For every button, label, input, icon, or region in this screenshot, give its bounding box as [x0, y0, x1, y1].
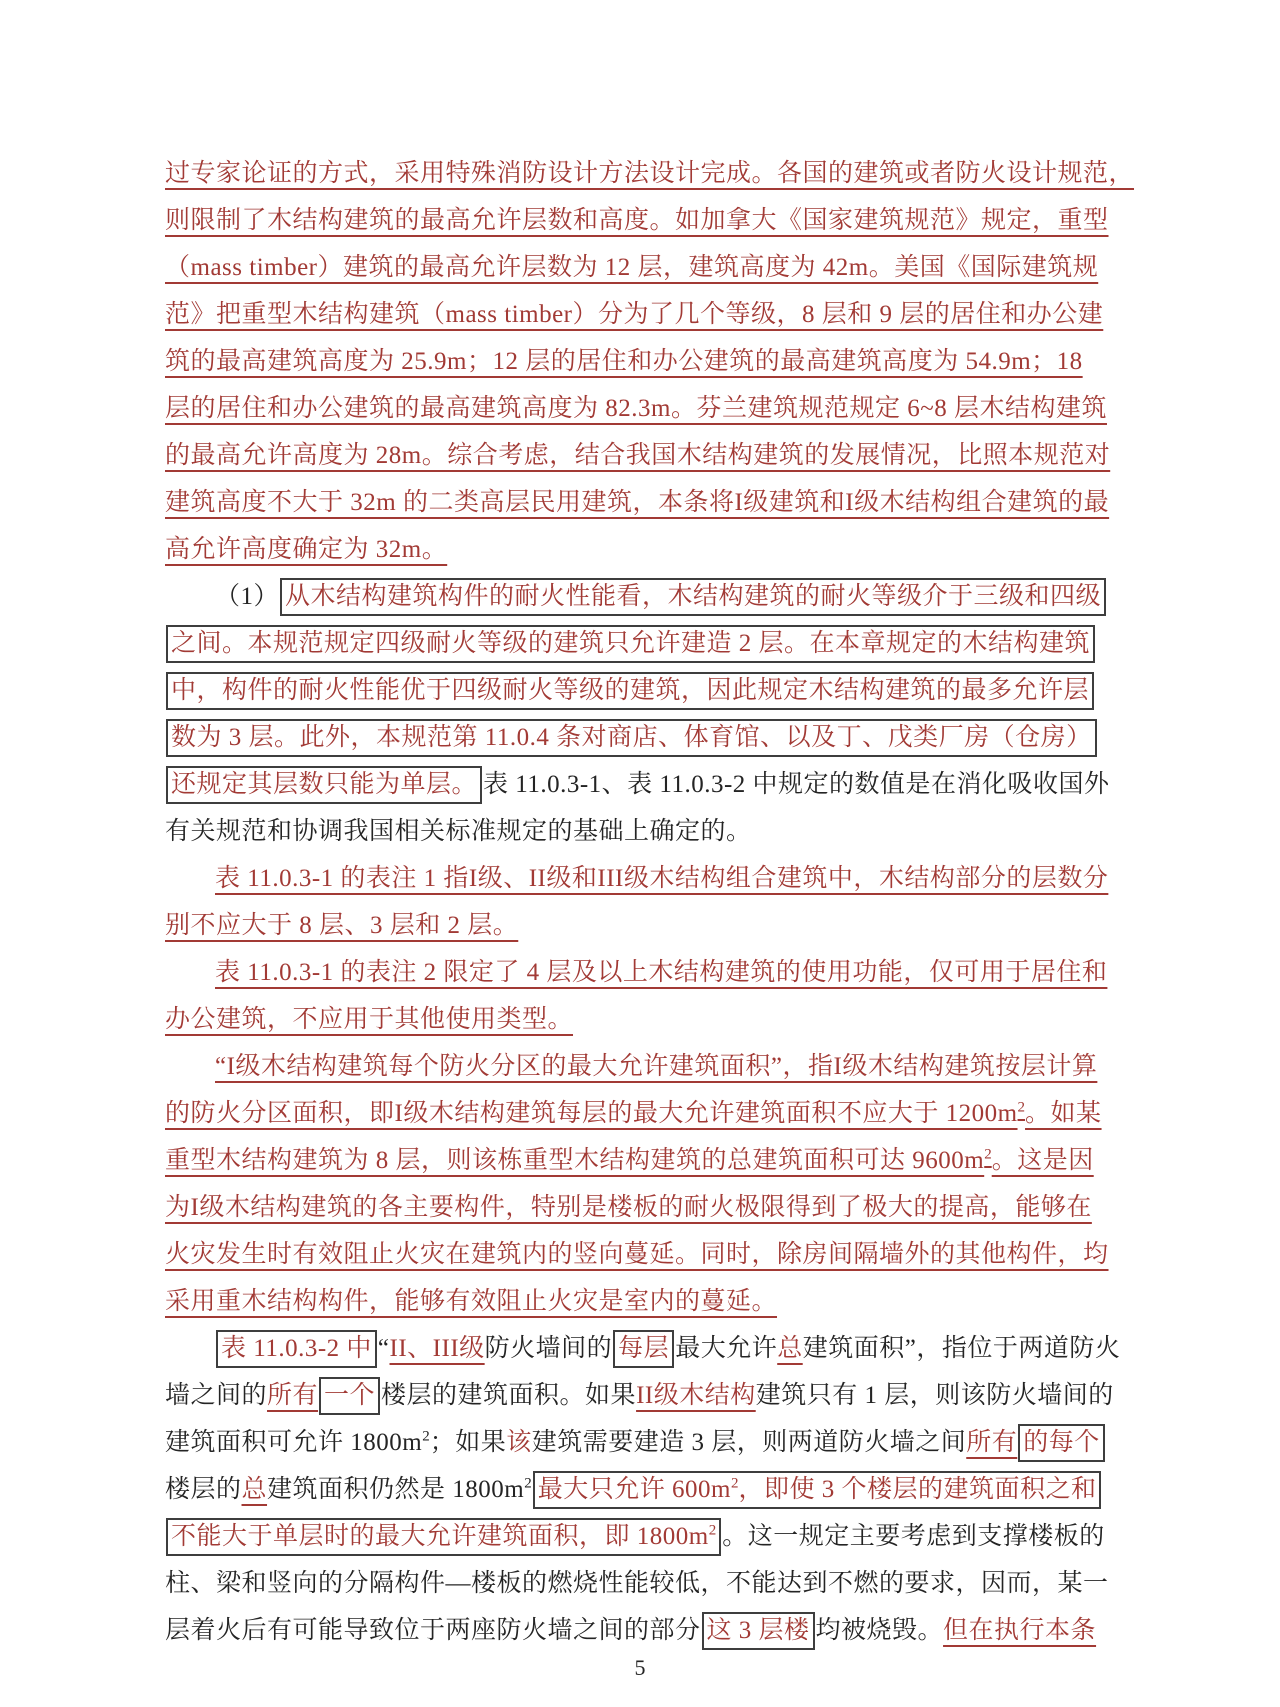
text-line-21 [165, 1090, 1120, 1137]
text-line-27 [165, 1372, 1120, 1419]
text-segment: 最大只允许 600m [537, 1476, 731, 1503]
revision-box [533, 1471, 1102, 1509]
text-segment: 2 [422, 1428, 430, 1445]
text-line-31 [165, 1560, 1120, 1607]
text-line-17 [165, 902, 1120, 949]
revision-box [166, 672, 1094, 710]
text-segment: 楼层的建筑面积。如果 [381, 1382, 637, 1409]
text-segment: 总 [777, 1335, 803, 1362]
text-segment: 建筑面积仍然是 1800m [267, 1476, 525, 1503]
text-line-22 [165, 1137, 1120, 1184]
text-segment: （1） [215, 583, 280, 610]
text-segment: 。这一规定主要考虑到支撑楼板的 [722, 1523, 1105, 1550]
text-line-23 [165, 1184, 1120, 1231]
text-segment: 2 [1017, 1099, 1026, 1116]
text-line-18 [165, 949, 1120, 996]
text-segment: 火灾发生时有效阻止火灾在建筑内的竖向蔓延。同时，除房间隔墙外的其他构件，均 [165, 1241, 1109, 1268]
text-segment: ，即使 3 个楼层的建筑面积之和 [738, 1476, 1097, 1503]
text-segment: 。这是因 [991, 1147, 1094, 1174]
text-segment: “I级木结构建筑每个防火分区的最大允许建筑面积”，指I级木结构建筑按层计算 [215, 1053, 1098, 1080]
text-segment: 范》把重型木结构建筑（mass timber）分为了几个等级，8 层和 9 层的居住和办公建 [165, 301, 1104, 328]
text-segment: 别不应大于 8 层、3 层和 2 层。 [165, 912, 519, 939]
text-segment: 从木结构建筑构件的耐火性能看，木结构建筑的耐火等级介于三级和四级 [285, 583, 1102, 610]
text-segment: 为I级木结构建筑的各主要构件，特别是楼板的耐火极限得到了极大的提高，能够在 [165, 1194, 1092, 1221]
text-segment: 总 [241, 1476, 268, 1503]
text-segment: 2 [708, 1522, 717, 1539]
text-segment: （mass timber）建筑的最高允许层数为 12 层，建筑高度为 42m。美国《国际建筑规 [165, 254, 1099, 281]
revision-box [1018, 1424, 1105, 1462]
revision-box [280, 578, 1106, 616]
page-footer [0, 1655, 1280, 1681]
text-line-19 [165, 996, 1120, 1043]
text-line-32 [165, 1607, 1120, 1654]
text-segment: 建筑高度不大于 32m 的二类高层民用建筑，本条将I级建筑和I级木结构组合建筑的最 [165, 489, 1110, 516]
text-segment: 层的居住和办公建筑的最高建筑高度为 82.3m。芬兰建筑规范规定 6~8 层木结构建筑 [165, 395, 1107, 422]
text-segment: 办公建筑，不应用于其他使用类型。 [165, 1006, 574, 1033]
text-segment: “ [377, 1335, 390, 1362]
text-segment: 的防火分区面积，即I级木结构建筑每层的最大允许建筑面积不应大于 1200m [165, 1100, 1018, 1127]
text-line-15 [165, 808, 1120, 855]
text-segment: 一个 [324, 1382, 376, 1409]
text-segment: 最大允许 [675, 1335, 778, 1362]
text-segment: 过专家论证的方式，采用特殊消防设计方法设计完成。各国的建筑或者防火设计规范， [165, 160, 1135, 187]
text-segment: 建筑面积可允许 1800m [165, 1429, 423, 1456]
text-segment: 筑的最高建筑高度为 25.9m；12 层的居住和办公建筑的最高建筑高度为 54.9m；18 [165, 348, 1083, 375]
text-line-25 [165, 1278, 1120, 1325]
text-segment: 重型木结构建筑为 8 层，则该栋重型木结构建筑的总建筑面积可达 9600m [165, 1147, 985, 1174]
revision-box [613, 1330, 674, 1368]
text-segment: 建筑需要建造 3 层，则两道防火墙之间 [531, 1429, 967, 1456]
text-segment: 表 11.0.3-2 中 [221, 1335, 372, 1362]
text-segment: 层着火后有可能导致位于两座防火墙之间的部分 [165, 1617, 701, 1644]
text-segment: 柱、梁和竖向的分隔构件—楼板的燃烧性能较低，不能达到不燃的要求，因而，某一 [165, 1570, 1109, 1597]
text-segment: 有关规范和协调我国相关标准规定的基础上确定的。 [165, 818, 752, 845]
text-line-9 [165, 526, 1120, 573]
revision-box [319, 1377, 380, 1415]
text-segment: 该 [506, 1429, 532, 1456]
text-line-20 [165, 1043, 1120, 1090]
text-segment: 每层 [618, 1335, 670, 1362]
revision-box [166, 1518, 721, 1556]
text-segment: 建筑只有 1 层，则该防火墙间的 [755, 1382, 1114, 1409]
text-segment: 所有 [267, 1382, 319, 1409]
text-segment: 2 [524, 1475, 532, 1492]
text-segment: 表 11.0.3-1、表 11.0.3-2 中规定的数值是在消化吸收国外 [483, 771, 1110, 798]
revision-box [166, 766, 482, 804]
text-line-1 [165, 150, 1135, 197]
text-segment: 的最高允许高度为 28m。综合考虑，结合我国木结构建筑的发展情况，比照本规范对 [165, 442, 1111, 469]
revision-box [166, 625, 1095, 663]
revision-box [166, 719, 1097, 757]
text-segment: 中，构件的耐火性能优于四级耐火等级的建筑，因此规定木结构建筑的最多允许层 [171, 677, 1090, 704]
text-segment: 之间。本规范规定四级耐火等级的建筑只允许建造 2 层。在本章规定的木结构建筑 [171, 630, 1091, 657]
text-line-26 [165, 1325, 1120, 1372]
revision-box [216, 1330, 377, 1368]
text-segment: 还规定其层数只能为单层。 [171, 771, 478, 798]
text-segment: ；如果 [429, 1429, 507, 1456]
text-segment: II、III级 [389, 1335, 485, 1362]
text-segment: 墙之间的 [165, 1382, 268, 1409]
text-line-4 [165, 291, 1120, 338]
revision-box [702, 1612, 815, 1650]
text-line-3 [165, 244, 1120, 291]
text-line-14 [165, 761, 1120, 808]
text-line-2 [165, 197, 1120, 244]
text-line-8 [165, 479, 1120, 526]
text-line-12 [165, 667, 1120, 714]
text-segment: 高允许高度确定为 32m。 [165, 536, 448, 563]
text-line-28 [165, 1419, 1120, 1466]
text-line-10 [165, 573, 1120, 620]
text-segment: 。如某 [1025, 1100, 1102, 1127]
text-segment: 建筑面积”，指位于两道防火 [802, 1335, 1121, 1362]
text-segment: II级木结构 [636, 1382, 756, 1409]
page-number: 5 [634, 1655, 646, 1680]
text-segment: 2 [730, 1475, 739, 1492]
text-segment: 但在执行本条 [943, 1617, 1097, 1644]
text-segment: 表 11.0.3-1 的表注 2 限定了 4 层及以上木结构建筑的使用功能，仅可用于居住和 [215, 959, 1108, 986]
text-segment: 则限制了木结构建筑的最高允许层数和高度。如加拿大《国家建筑规范》规定，重型 [165, 207, 1109, 234]
text-segment: 采用重木结构构件，能够有效阻止火灾是室内的蔓延。 [165, 1288, 778, 1315]
text-segment: 这 3 层楼 [706, 1617, 810, 1644]
text-segment: 所有 [966, 1429, 1018, 1456]
text-line-13 [165, 714, 1120, 761]
text-block [165, 150, 1135, 1654]
text-line-11 [165, 620, 1120, 667]
text-segment: 防火墙间的 [484, 1335, 613, 1362]
text-segment: 楼层的 [165, 1476, 242, 1503]
text-line-7 [165, 432, 1120, 479]
text-segment: 表 11.0.3-1 的表注 1 指I级、II级和III级木结构组合建筑中，木结构部分的层数分 [215, 865, 1109, 892]
text-line-5 [165, 338, 1120, 385]
text-line-29 [165, 1466, 1120, 1513]
text-segment: 数为 3 层。此外，本规范第 11.0.4 条对商店、体育馆、以及丁、戊类厂房（仓房） [171, 724, 1092, 751]
text-line-30 [165, 1513, 1120, 1560]
text-segment: 2 [984, 1146, 992, 1163]
text-line-16 [165, 855, 1120, 902]
text-segment: 均被烧毁。 [815, 1617, 944, 1644]
text-segment: 的每个 [1023, 1429, 1100, 1456]
text-segment: 不能大于单层时的最大允许建筑面积，即 1800m [171, 1523, 709, 1550]
text-line-6 [165, 385, 1120, 432]
text-line-24 [165, 1231, 1120, 1278]
